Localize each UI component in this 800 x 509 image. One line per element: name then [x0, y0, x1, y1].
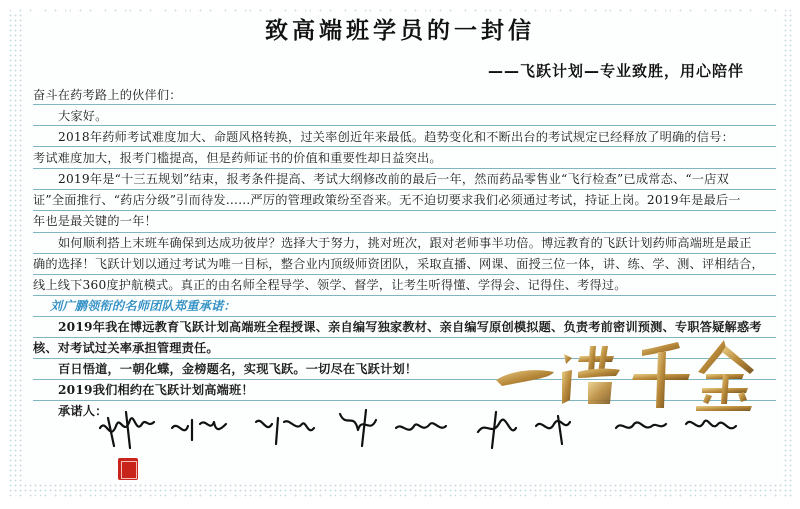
perforated-edge-bottom	[8, 492, 792, 502]
handwritten-signatures	[96, 398, 756, 468]
motto: 百日悟道，一朝化蝶，金榜题名，实现飞跃。一切尽在飞跃计划！	[58, 362, 418, 376]
signer-label: 承诺人：	[58, 404, 108, 418]
body-line: 考试难度加大，报考门槛提高，但是药师证书的价值和重要性却日益突出。	[33, 151, 442, 165]
team-heading: 刘广鹏领衔的名师团队郑重承诺：	[50, 299, 236, 313]
closing-line: 2019我们相约在飞跃计划高端班！	[58, 383, 254, 397]
body-line: 证”全面推行、“药店分级”引而待发……严厉的管理政策纷至沓来。无不迫切要求我们必须通过考试，持证上岗。2019年是最后一	[33, 193, 741, 207]
body-line: 2018年药师考试难度加大、命题风格转换，过关率创近年来最低。趋势变化和不断出台的考试规定已经释放了明确的信号：	[58, 130, 734, 144]
ruled-line	[33, 146, 776, 147]
ruled-line	[33, 274, 776, 275]
ruled-line	[33, 125, 776, 126]
body-line: 如何顺利搭上末班车确保到达成功彼岸？选择大于努力，挑对班次，跟对老师事半功倍。博远教育的飞跃计划药师高端班是最正	[58, 236, 752, 250]
ruled-line	[33, 295, 776, 296]
letter-title: 致高端班学员的一封信	[265, 18, 535, 44]
ruled-line	[33, 316, 776, 317]
greeting: 奋斗在药考路上的伙伴们：	[33, 88, 182, 102]
body-line: 年也是最关键的一年！	[33, 214, 157, 228]
ruled-line	[33, 210, 776, 211]
ruled-line	[33, 168, 776, 169]
promise-line: 核、对考试过关率承担管理责任。	[33, 341, 219, 355]
body-line: 2019年是“十三五规划”结束，报考条件提高、考试大纲修改前的最后一年，然而药品零售业“飞行检查”已成常态、“一店双	[58, 172, 729, 186]
letter-subtitle: ——飞跃计划—专业致胜，用心陪伴	[487, 62, 744, 80]
body-line: 确的选择！飞跃计划以通过考试为唯一目标，整合业内顶级师资团队，采取直播、网课、面授三位一体，讲、练、学、测、评相结合，	[33, 257, 764, 271]
body-line: 线上线下360度护航模式。真正的由名师全程导学、领学、督学，让考生听得懂、学得会、记得住、考得过。	[33, 278, 627, 292]
salutation: 大家好。	[58, 109, 108, 123]
ruled-line	[33, 253, 776, 254]
ruled-line	[33, 189, 776, 190]
promise-line: 2019年我在博远教育飞跃计划高端班全程授课、亲自编写独家教材、亲自编写原创模拟题、负责考前密训预测、专职答疑解惑考	[58, 320, 762, 334]
red-seal-stamp	[118, 458, 138, 480]
ruled-line	[33, 232, 776, 233]
ruled-line	[33, 104, 776, 105]
